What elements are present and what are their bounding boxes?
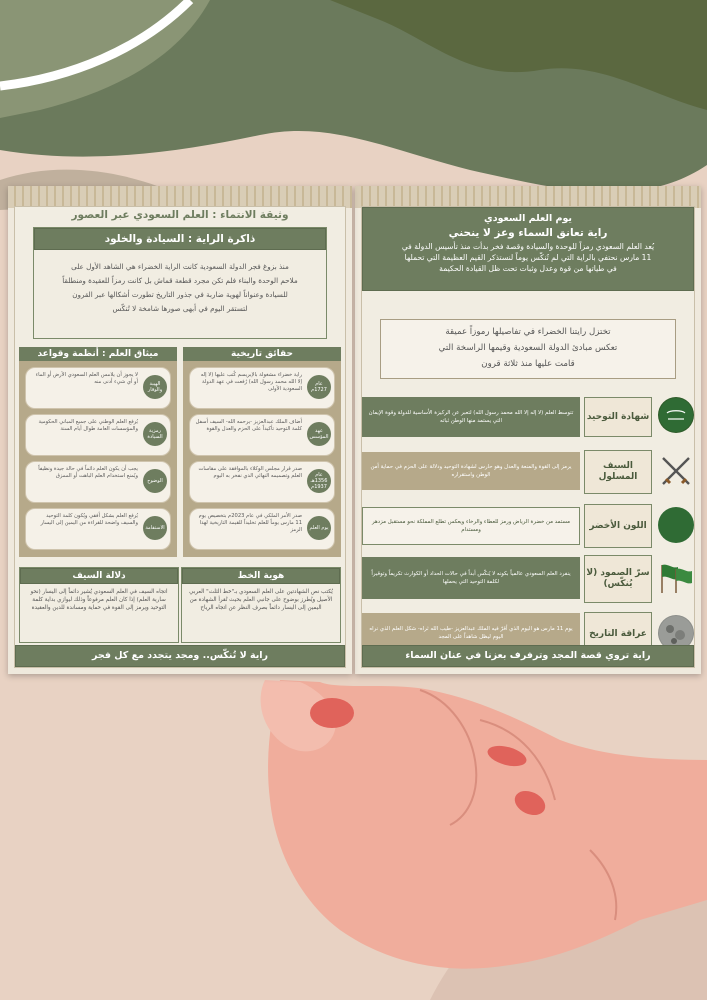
row-text-history: يوم 11 مارس هو اليوم الذي أقرّ فيه الملك عبدالعزيز -طيب الله ثراه- شكل العلم الذي نراه اليوم ليظل شاهداً على المجد: [362, 613, 580, 653]
row-label-sword: السيف المسلول: [584, 450, 652, 494]
identity-text: يُكتب نص الشهادتين على العلم السعودي بـ"خط الثلث" العربي الأصيل ويُطرز بوضوح على جانبي العلم بحيث تُقرأ الشهادة من اليمين إلى اليسار دائماً بصرف النظر عن اتجاه الرياح: [189, 589, 333, 611]
fact-text: صدر الأمر الملكي في عام 2023م بتخصيص يوم 11 مارس يوماً للعلم تخليداً للقيمة التاريخية لهذا الرمز: [198, 513, 302, 533]
sword-text: اتجاه السيف في العلم السعودي يُشير دائماً إلى اليسار (نحو سارية العلم) إذا كان العلم مرفوعاً وذلك ليوازي بداية كلمة التوحيد ويرمز إلى القوة في حماية ومساندة للدين والعقيدة: [30, 589, 168, 611]
facts-title: حقائق تاريخية: [183, 347, 341, 361]
summary-line-2: تعكس مبادئ الدولة السعودية وقيمها الراسخة التي: [438, 343, 618, 353]
rule-badge: الوضوح: [143, 469, 167, 493]
rule-text: لا يجوز أن يلامس العلم السعودي الأرض أو الماء أو أي شيء أدنى منه: [35, 372, 138, 385]
rules-title: ميثاق العلم : أنظمة وقواعد: [19, 347, 177, 361]
sword-box: [19, 567, 179, 643]
rule-badge: رمزية السيادة: [143, 422, 167, 446]
left-intro-line-2: ملاحم الوحدة والبناء فلم تكن مجرد قطعة قماش بل كانت رمزاً للعقيدة ومنطلقاً: [62, 276, 298, 285]
panel-heading: يوم العلم السعودي: [483, 213, 572, 224]
intro-line-3: في طياتها من قوة وعدل وثبات تحت ظل القيادة الحكيمة: [439, 264, 617, 273]
page-title: وثيقة الانتماء : العلم السعودي عبر العصور: [71, 209, 289, 221]
intro-line-2: 11 مارس نحتفي بالراية التي لم تُنكّس يوماً لنستذكر القيم العظيمة التي تحملها: [404, 253, 652, 262]
nail-thumb: [310, 698, 354, 728]
left-panel: [8, 186, 352, 674]
summary-line-1: تختزل رايتنا الخضراء في تفاصيلها رموزاً عميقة: [445, 327, 611, 337]
right-footer: راية تروي قصة المجد وترفرف بعزنا في عنان السماء: [362, 645, 694, 667]
fact-badge: عام 1356هـ 1937م: [307, 469, 331, 493]
intro-box: [362, 207, 694, 291]
left-intro-line-3: للسيادة وعنواناً لهوية ضاربة في جذور التاريخ تطورت أشكالها عبر القرون: [72, 290, 288, 299]
shahada-flag-icon: [658, 397, 694, 433]
rule-text: يجب أن يكون العلم دائماً في حالة جيدة ونظيفاً ويُمنع استخدام العلم الباهت أو الممزق: [38, 466, 138, 479]
rule-text: يُرفع العلم بشكل أفقي ويُكون كلمة التوحيد والسيف واضحة للقراءة من اليمين إلى اليسار: [40, 513, 138, 526]
row-text-green: مستمد من خضرة الرياض ورمز للعطاء والرخاء ويعكس تطلع المملكة نحو مستقبل مزدهر ومستدام: [362, 507, 580, 545]
crossed-swords-icon: [658, 453, 694, 489]
row-label-history: عراقة التاريخ: [584, 612, 652, 656]
identity-title: هوية الخط: [182, 568, 340, 584]
sword-title: دلالة السيف: [20, 568, 178, 584]
left-panel-frame: [14, 206, 346, 668]
fact-text: صدر قرار مجلس الوكلاء بالموافقة على مقاسات العلم وتصميمه النهائي الذي نفخر به اليوم: [198, 466, 302, 479]
right-panel-frame: [361, 206, 695, 668]
row-label-never-lowered: سرّ الصمود (لا يُنكّس): [584, 555, 652, 603]
rule-text: يُرفع العلم الوطني على جميع المباني الحكومية والمؤسسات العامة طوال أيام السنة: [38, 419, 138, 432]
fact-badge: عهد المؤسس: [307, 422, 331, 446]
panel-subheading: راية تعانق السماء وعز لا ينحني: [448, 227, 608, 239]
left-intro-line-4: لتستقر اليوم في أبهى صورها شامخة لا تُنكّس: [112, 304, 248, 313]
summary-line-3: قامت عليها منذ ثلاثة قرون: [481, 359, 575, 369]
rule-badge: الاستقامة: [143, 516, 167, 540]
waving-flags-icon: [658, 559, 694, 595]
rule-badge: الهيبة والوقار: [143, 375, 167, 399]
row-text-sword: يرمز إلى القوة والمنعة والعدل وهو حارس لشهادة التوحيد ودلالة على الحزم في حماية أمن الوطن واستقراره: [362, 452, 580, 490]
summary-box: [380, 319, 676, 379]
green-circle-icon: [658, 507, 694, 543]
memory-banner: ذاكرة الراية : السيادة والخلود: [34, 228, 326, 250]
ornament-strip: [8, 186, 352, 208]
left-intro-line-1: منذ بزوغ فجر الدولة السعودية كانت الراية الخضراء هي الشاهد الأول على: [71, 262, 289, 271]
ornament-strip: [355, 186, 701, 208]
right-panel: [355, 186, 701, 674]
row-text-never-lowered: ينفرد العلم السعودي عالمياً بكونه لا يُنكّس أبداً في حالات الحداد أو الكوارث تكريماً وتوقيراً لكلمة التوحيد التي يحملها: [362, 557, 580, 599]
fact-badge: يوم العلم: [307, 516, 331, 540]
fact-badge: عام 1727م: [307, 375, 331, 399]
row-label-tawheed: شهادة التوحيد: [584, 397, 652, 437]
left-footer: راية لا تُنكّس.. ومجد يتجدد مع كل فجر: [15, 645, 345, 667]
intro-frame: [33, 227, 327, 339]
identity-box: [181, 567, 341, 643]
fact-text: راية خضراء مشغولة بالإبريسم كُتب عليها (لا إله إلا الله محمد رسول الله) رُفعت في عهد الدولة السعودية الأولى: [200, 372, 302, 392]
intro-line-1: يُعد العلم السعودي رمزاً للوحدة والسيادة وقصة فخر بدأت منذ تأسيس الدولة في: [401, 242, 655, 251]
row-label-green: اللون الأخضر: [584, 504, 652, 548]
fact-text: أضاف الملك عبدالعزيز -يرحمه الله- السيف أسفل كلمة التوحيد تأكيداً على الحزم والعدل والقوة: [195, 419, 302, 432]
row-text-tawheed: تتوسط العلم (لا إله إلا الله محمد رسول الله) لتعبر عن الركيزة الأساسية للدولة وقوة الإيمان التي يستمد منها الوطن ثباته: [362, 397, 580, 437]
